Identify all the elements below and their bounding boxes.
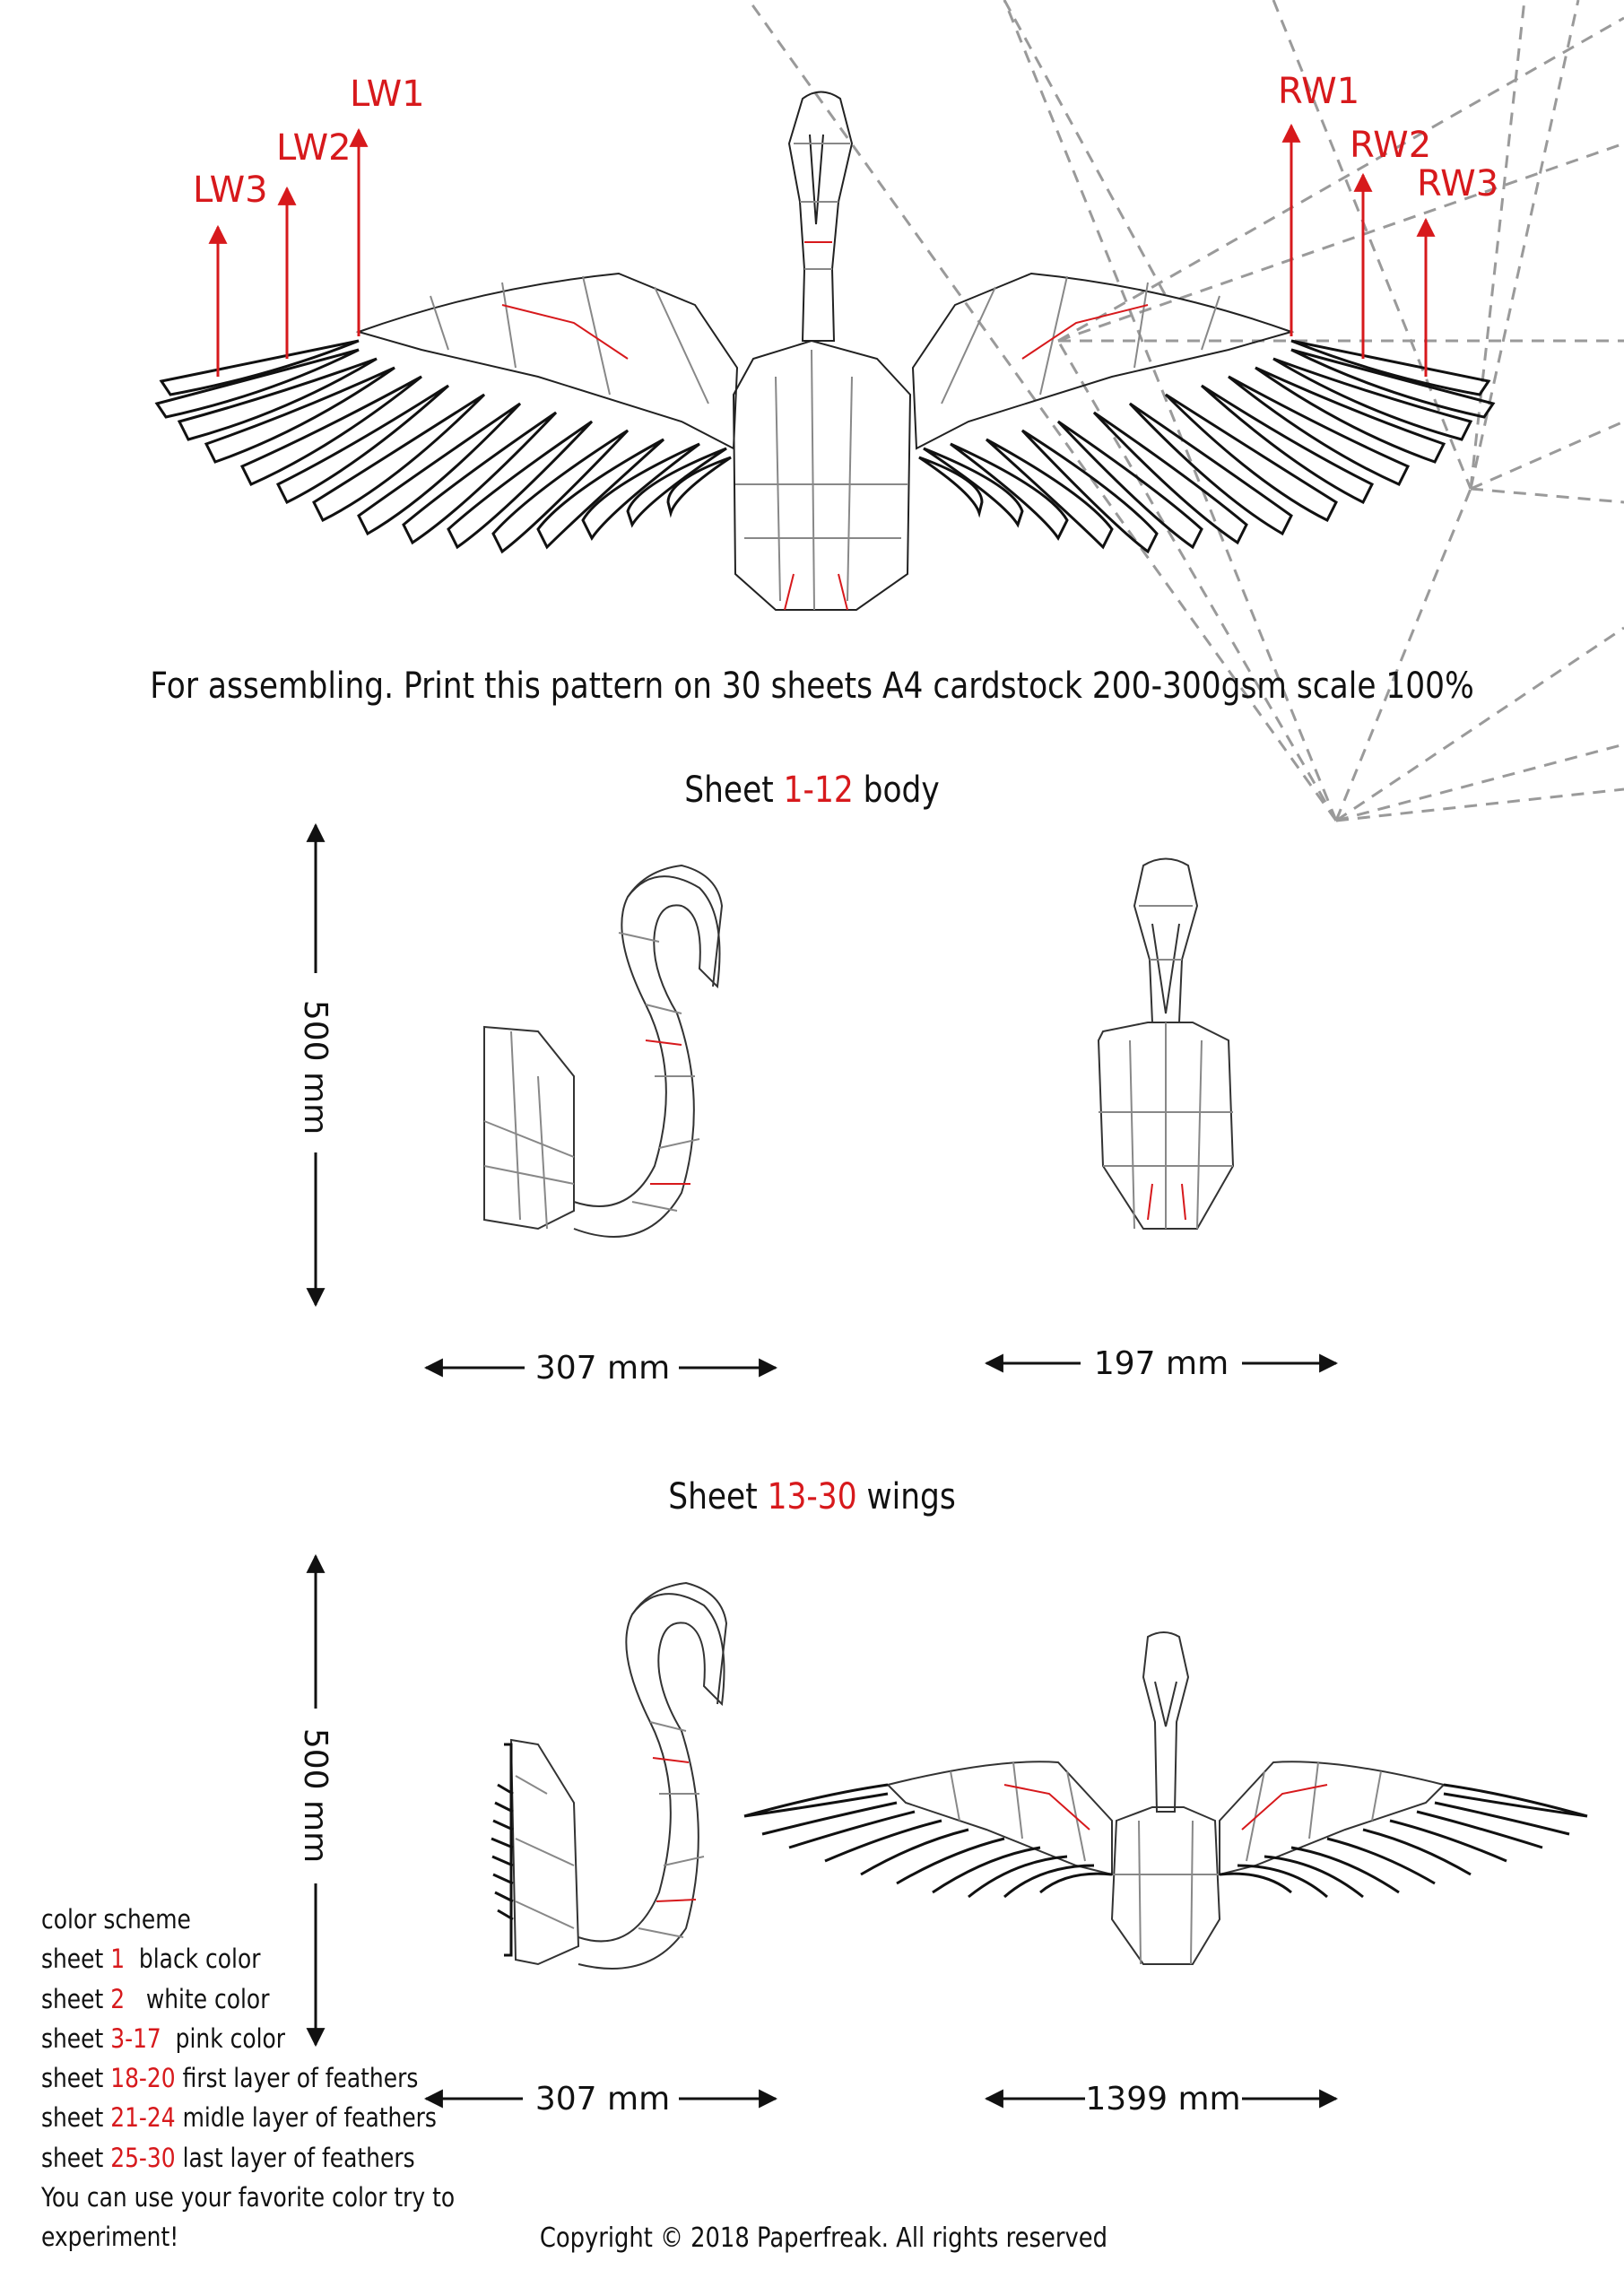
label-rw3: RW3 [1417,163,1499,204]
color-scheme-row [41,1979,455,2019]
color-scheme-row [41,2138,455,2178]
print-instructions: For assembling. Print this pattern on 30 sheets A4 cardstock 200-300gsm scale 100% [150,665,1474,707]
label-lw1: LW1 [350,74,425,115]
copyright: Copyright © 2018 Paperfreak. All rights reserved [539,2222,1107,2254]
wings-front-width-label: 1399 mm [1085,2081,1241,2118]
color-scheme-row [41,2019,455,2058]
color-scheme-note: You can use your favorite color try to [41,2182,456,2213]
row-text: last layer of feathers [175,2142,415,2173]
row-range: 21-24 [110,2102,176,2134]
row-prefix: sheet [41,1983,111,2014]
label-rw2: RW2 [1350,125,1432,166]
row-prefix: sheet [41,2063,111,2094]
section-body-suffix: body [853,770,940,811]
row-prefix: sheet [41,2102,111,2134]
color-scheme [41,1900,455,2257]
row-prefix: sheet [41,1944,111,1975]
label-rw1: RW1 [1278,71,1360,112]
row-range: 25-30 [110,2142,176,2173]
flamingo-body-front-view [1099,859,1233,1230]
row-text: white color [125,1983,270,2014]
section-wings-prefix: Sheet [668,1476,768,1518]
flamingo-wings-spread-view [744,1632,1587,1964]
left-wing-feathers [157,341,731,552]
row-range: 1 [110,1944,126,1975]
row-text: pink color [161,2022,286,2054]
wings-height-label: 500 mm [297,1727,334,1864]
wings-dimension-lines [316,1556,1336,2099]
section-body-prefix: Sheet [684,770,784,811]
color-scheme-row [41,2098,455,2137]
label-lw2: LW2 [276,127,352,169]
wing-label-arrows [218,126,1426,377]
wings-side-width-label: 307 mm [534,2081,671,2118]
body-front-width-label: 197 mm [1093,1345,1229,1382]
row-range: 3-17 [110,2022,161,2054]
section-wings-heading [114,1476,1510,1518]
flamingo-wings-side-view [511,1583,726,1969]
row-text: midle layer of feathers [175,2102,437,2134]
body-height-label: 500 mm [297,999,334,1135]
color-scheme-note: experiment! [41,2222,179,2253]
section-body-range: 1-12 [783,770,854,811]
label-lw3: LW3 [193,170,268,211]
section-wings-range: 13-30 [767,1476,857,1518]
color-scheme-row [41,1939,455,1979]
row-text: first layer of feathers [175,2063,419,2094]
color-scheme-row [41,2058,455,2098]
row-range: 2 [110,1983,126,2014]
flamingo-wings-front-view [359,92,1291,611]
right-wing-feathers [919,341,1493,552]
row-prefix: sheet [41,2142,111,2173]
row-prefix: sheet [41,2022,111,2054]
body-side-width-label: 307 mm [534,1350,671,1387]
wing-edge-scribble [491,1744,513,1955]
section-wings-suffix: wings [856,1476,956,1518]
flamingo-body-side-view [484,865,722,1237]
row-text: black color [125,1944,261,1975]
color-scheme-title: color scheme [41,1904,191,1935]
row-range: 18-20 [110,2063,176,2094]
section-body-heading [114,770,1510,811]
